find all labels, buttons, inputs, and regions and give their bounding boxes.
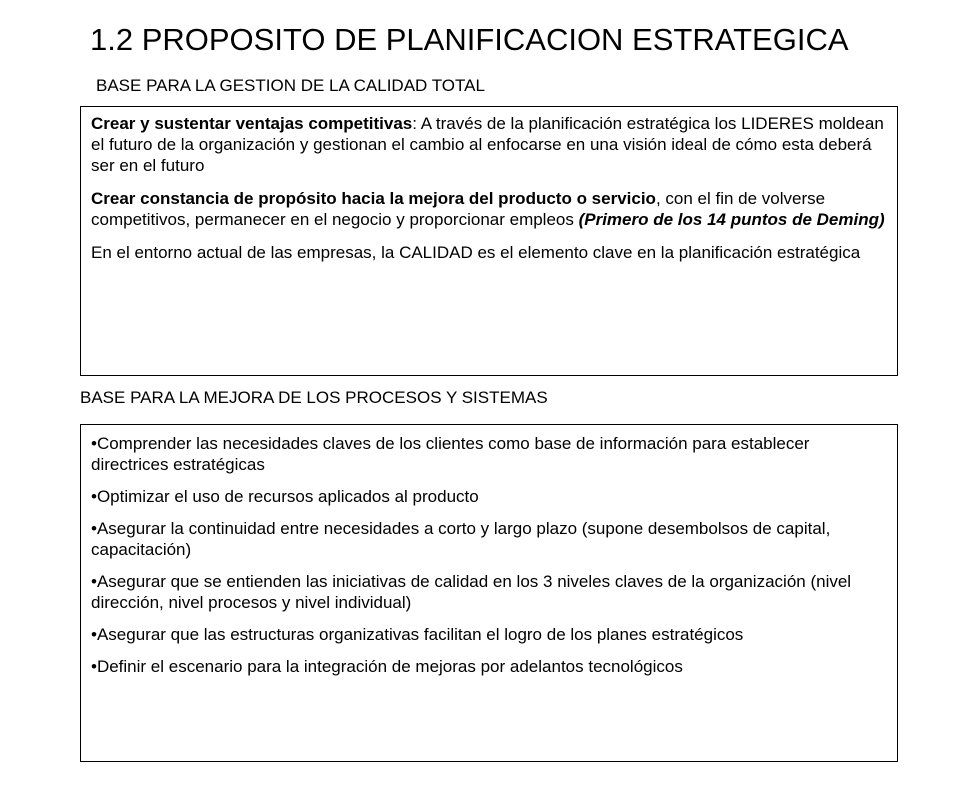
paragraph-ventajas-competitivas — [91, 113, 887, 176]
paragraph-constancia-proposito — [91, 188, 887, 230]
list-item — [91, 433, 887, 475]
list-item-text: Asegurar que se entienden las iniciativas de calidad en los 3 niveles claves de la organización (nivel dirección, nivel procesos y nivel individual) — [91, 572, 852, 612]
list-item-text: Asegurar la continuidad entre necesidades a corto y largo plazo (supone desembolsos de capital, capacitación) — [91, 519, 831, 559]
bullet-icon: • — [91, 625, 97, 644]
list-item — [91, 571, 887, 613]
paragraph-text: , con el fin de volverse competitivos, permanecer en el negocio y proporcionar empleos — [91, 189, 826, 229]
paragraph-lead: Crear constancia de propósito hacia la mejora del producto o servicio — [91, 189, 656, 208]
bullet-icon: • — [91, 572, 97, 591]
list-item-text: Asegurar que las estructuras organizativas facilitan el logro de los planes estratégicos — [96, 625, 744, 644]
list-item-text: Definir el escenario para la integración de mejoras por adelantos tecnológicos — [96, 657, 683, 676]
list-item — [91, 656, 887, 677]
list-item-text: Optimizar el uso de recursos aplicados al producto — [96, 487, 479, 506]
section-heading-mejora-procesos: BASE PARA LA MEJORA DE LOS PROCESOS Y SISTEMAS — [80, 388, 548, 407]
paragraph-text: : A través de la planificación estratégica los LIDERES moldean el futuro de la organización y gestionan el cambio al enfocarse en una visión ideal de cómo esta deberá ser en el futuro — [91, 114, 884, 175]
paragraph-text: En el entorno actual de las empresas, la CALIDAD es el elemento clave en la planificación estratégica — [91, 243, 861, 262]
bullet-icon: • — [91, 519, 97, 538]
paragraph-lead: Crear y sustentar ventajas competitivas — [91, 114, 413, 133]
mejora-procesos-box — [80, 424, 898, 762]
bullet-icon: • — [91, 487, 97, 506]
bullet-icon: • — [91, 657, 97, 676]
list-item — [91, 518, 887, 560]
list-item-text: Comprender las necesidades claves de los clientes como base de información para establecer directrices estratégicas — [91, 434, 810, 474]
page-title: 1.2 PROPOSITO DE PLANIFICACION ESTRATEGICA — [90, 22, 849, 57]
paragraph-entorno-actual — [91, 242, 887, 263]
calidad-total-box — [80, 106, 898, 376]
paragraph-emphasis: (Primero de los 14 puntos de Deming) — [578, 210, 885, 229]
list-item — [91, 486, 887, 507]
bullet-icon: • — [91, 434, 97, 453]
list-item — [91, 624, 887, 645]
section-heading-calidad-total: BASE PARA LA GESTION DE LA CALIDAD TOTAL — [96, 76, 485, 95]
